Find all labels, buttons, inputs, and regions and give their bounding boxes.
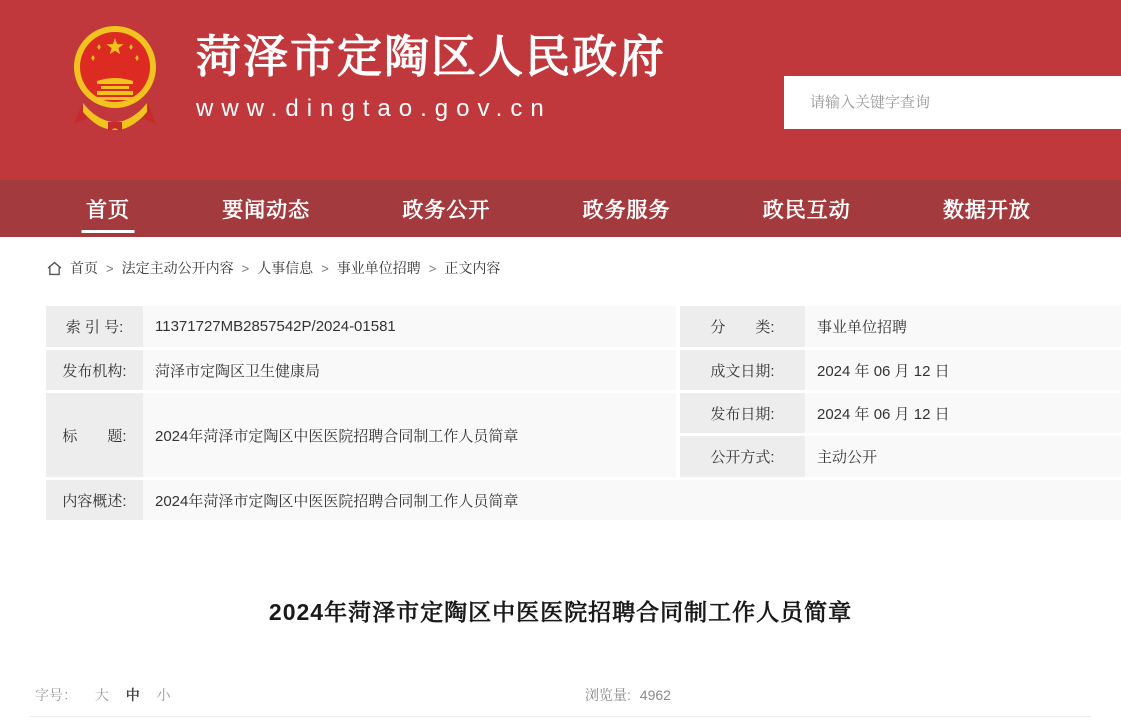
nav-item-gov-services[interactable]: [583, 180, 671, 237]
field-label-disclosure-method: 公开方式:: [680, 436, 805, 477]
breadcrumb-separator: >: [241, 260, 250, 276]
search-input[interactable]: [784, 76, 1121, 129]
site-logo[interactable]: [72, 24, 666, 136]
field-value-content-summary: 2024年菏泽市定陶区中医医院招聘合同制工作人员简章: [143, 480, 1121, 520]
field-label-publish-date: 发布日期:: [680, 393, 805, 433]
nav-item-gov-disclosure[interactable]: [402, 180, 490, 237]
national-emblem-icon: [72, 24, 158, 136]
site-url: www.dingtao.gov.cn: [196, 94, 552, 122]
field-value-written-date: 2024 年 06 月 12 日: [805, 350, 1121, 390]
font-size-small-button[interactable]: 小: [156, 687, 171, 703]
field-value-index-number: 11371727MB2857542P/2024-01581: [143, 306, 676, 347]
nav-item-label: 政民互动: [762, 198, 851, 222]
font-size-large-button[interactable]: 大: [94, 687, 109, 703]
breadcrumb-separator: >: [106, 260, 114, 276]
font-size-medium-button[interactable]: 中: [125, 687, 140, 703]
view-count-value: 4962: [639, 687, 671, 703]
breadcrumb-legal-disclosure[interactable]: 法定主动公开内容: [121, 260, 234, 276]
nav-item-label: 政务公开: [402, 198, 491, 222]
site-name: 菏泽市定陶区人民政府: [196, 31, 667, 82]
field-value-disclosure-method: 主动公开: [805, 436, 1121, 477]
font-size-label: 字号：: [35, 687, 77, 703]
nav-item-label: 要闻动态: [222, 198, 311, 222]
field-value-issuing-agency: 菏泽市定陶区卫生健康局: [143, 350, 676, 390]
article-toolbar: [35, 685, 1091, 705]
home-icon: [46, 260, 63, 277]
nav-item-home[interactable]: [86, 180, 130, 237]
article-title: 2024年菏泽市定陶区中医医院招聘合同制工作人员简章: [268, 599, 853, 625]
breadcrumb-current-page: 正文内容: [444, 260, 501, 276]
main-nav: [0, 180, 1121, 237]
field-label-written-date: 成文日期:: [680, 350, 805, 390]
field-label-index-number: 索 引 号:: [46, 306, 143, 347]
view-count: [585, 685, 671, 705]
nav-item-label: 政务服务: [582, 198, 671, 222]
nav-item-label: 数据开放: [942, 198, 1031, 222]
logo-text: [196, 24, 666, 123]
breadcrumb: [46, 258, 500, 278]
nav-item-news[interactable]: [222, 180, 310, 237]
site-header: [0, 0, 1121, 180]
field-label-category: 分 类:: [680, 306, 805, 347]
breadcrumb-separator: >: [321, 260, 329, 276]
field-label-content-summary: 内容概述:: [46, 480, 143, 520]
field-label-title: 标 题:: [46, 393, 143, 477]
breadcrumb-separator: >: [428, 260, 437, 276]
nav-item-label: 首页: [86, 198, 130, 222]
divider: [30, 716, 1091, 717]
breadcrumb-personnel-info[interactable]: 人事信息: [257, 260, 314, 276]
nav-item-interaction[interactable]: [763, 180, 851, 237]
field-label-issuing-agency: 发布机构:: [46, 350, 143, 390]
field-value-title: 2024年菏泽市定陶区中医医院招聘合同制工作人员简章: [143, 393, 676, 477]
field-value-category: 事业单位招聘: [805, 306, 1121, 347]
document-info-table: [46, 306, 1121, 520]
field-value-publish-date: 2024 年 06 月 12 日: [805, 393, 1121, 433]
breadcrumb-recruitment[interactable]: 事业单位招聘: [336, 260, 421, 276]
breadcrumb-home[interactable]: 首页: [70, 260, 98, 276]
nav-item-open-data[interactable]: [943, 180, 1031, 237]
view-count-label: 浏览量:: [585, 687, 631, 703]
